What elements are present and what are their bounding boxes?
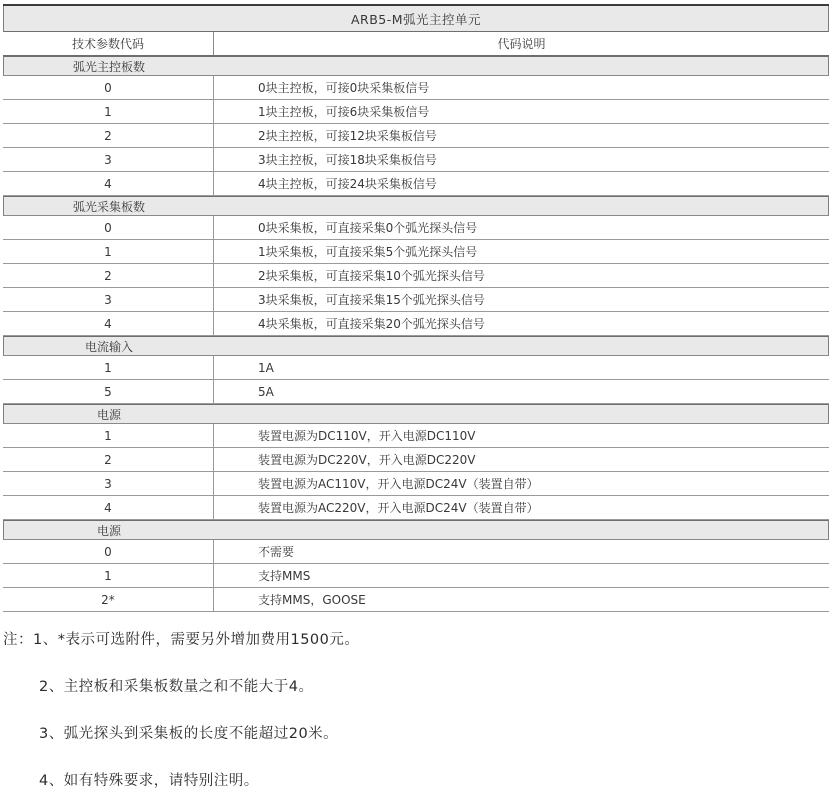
desc-cell: 装置电源为DC220V，开入电源DC220V (258, 453, 476, 467)
table-row (3, 540, 829, 564)
table-row (3, 288, 829, 312)
column-header-desc: 代码说明 (497, 37, 546, 51)
code-cell: 3 (3, 288, 214, 311)
desc-cell: 0块采集板，可直接采集0个弧光探头信号 (258, 221, 478, 235)
desc-cell: 装置电源为AC110V，开入电源DC24V（装置自带） (258, 477, 539, 491)
section-header-power-supply-2 (3, 520, 829, 540)
desc-cell: 装置电源为DC110V，开入电源DC110V (258, 429, 476, 443)
desc-cell: 支持MMS，GOOSE (258, 593, 366, 607)
code-cell: 0 (3, 76, 214, 99)
code-cell: 0 (3, 540, 214, 563)
table-row (3, 148, 829, 172)
section-label: 电源 (96, 407, 121, 422)
desc-cell: 3块采集板，可直接采集15个弧光探头信号 (258, 293, 485, 307)
desc-cell: 3块主控板，可接18块采集板信号 (258, 153, 437, 167)
desc-cell: 5A (258, 384, 274, 399)
table-row (3, 588, 829, 612)
desc-cell: 1A (258, 360, 274, 375)
code-cell: 0 (3, 216, 214, 239)
note-text: 3、弧光探头到采集板的长度不能超过20米。 (39, 725, 339, 742)
table-row (3, 264, 829, 288)
table-row (3, 380, 829, 404)
note-line-3 (3, 723, 359, 741)
desc-cell: 1块主控板，可接6块采集板信号 (258, 105, 430, 119)
desc-cell: 装置电源为AC220V，开入电源DC24V（装置自带） (258, 501, 539, 515)
table-row (3, 172, 829, 196)
code-cell: 2 (3, 264, 214, 287)
table-row (3, 424, 829, 448)
code-cell: 1 (3, 356, 214, 379)
table-row (3, 100, 829, 124)
table-row (3, 240, 829, 264)
code-cell: 3 (3, 148, 214, 171)
table-header-row (3, 32, 829, 56)
code-cell: 1 (3, 424, 214, 447)
desc-cell: 2块采集板，可直接采集10个弧光探头信号 (258, 269, 485, 283)
table-row (3, 448, 829, 472)
table-row (3, 472, 829, 496)
desc-cell: 2块主控板，可接12块采集板信号 (258, 129, 437, 143)
section-label: 弧光采集板数 (72, 199, 145, 214)
note-text: 4、如有特殊要求，请特别注明。 (39, 772, 259, 789)
table-row (3, 564, 829, 588)
desc-cell: 1块采集板，可直接采集5个弧光探头信号 (258, 245, 478, 259)
table-title: ARB5-M弧光主控单元 (3, 6, 829, 32)
section-label: 电源 (96, 523, 121, 538)
table-row (3, 496, 829, 520)
section-header-collector-boards (3, 196, 829, 216)
note-text: 2、主控板和采集板数量之和不能大于4。 (39, 678, 314, 695)
desc-cell: 支持MMS (258, 569, 311, 583)
note-prefix: 注： (3, 631, 33, 648)
table-row (3, 216, 829, 240)
code-cell: 1 (3, 100, 214, 123)
note-line-1 (3, 629, 359, 647)
section-header-main-boards (3, 56, 829, 76)
desc-cell: 4块主控板，可接24块采集板信号 (258, 177, 437, 191)
spec-table (3, 4, 829, 612)
desc-cell: 4块采集板，可直接采集20个弧光探头信号 (258, 317, 485, 331)
code-cell: 1 (3, 564, 214, 587)
section-label: 弧光主控板数 (72, 59, 145, 74)
code-cell: 3 (3, 472, 214, 495)
table-row (3, 124, 829, 148)
section-label: 电流输入 (84, 339, 133, 354)
code-cell: 4 (3, 312, 214, 335)
note-line-2 (3, 676, 359, 694)
desc-cell: 不需要 (258, 545, 295, 559)
note-line-4 (3, 770, 359, 788)
table-row (3, 76, 829, 100)
section-header-power-supply (3, 404, 829, 424)
code-cell: 5 (3, 380, 214, 403)
table-row (3, 356, 829, 380)
column-header-code: 技术参数代码 (3, 32, 214, 55)
code-cell: 2 (3, 124, 214, 147)
code-cell: 2* (3, 588, 214, 611)
table-row (3, 312, 829, 336)
code-cell: 4 (3, 496, 214, 519)
code-cell: 1 (3, 240, 214, 263)
desc-cell: 0块主控板，可接0块采集板信号 (258, 81, 430, 95)
code-cell: 2 (3, 448, 214, 471)
notes-section (3, 629, 359, 804)
code-cell: 4 (3, 172, 214, 195)
note-text: 1、*表示可选附件，需要另外增加费用1500元。 (33, 631, 360, 648)
section-header-current-input (3, 336, 829, 356)
